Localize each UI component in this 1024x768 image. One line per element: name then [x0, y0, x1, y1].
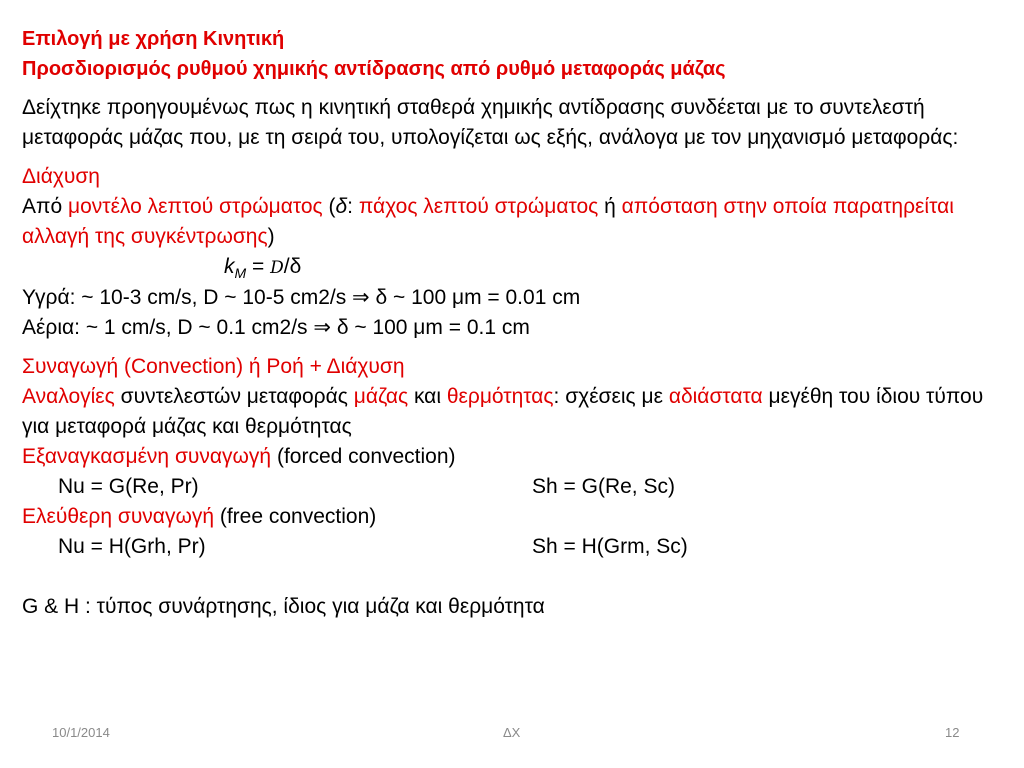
- forced-sh-formula: Sh = G(Re, Sc): [532, 475, 675, 498]
- liquids-values: ~ 10-3 cm/s, D ~ 10-5 cm2/s ⇒ δ ~ 100 μm = 0.01 cm: [81, 286, 581, 309]
- gases-values: ~ 1 cm/s, D ~ 0.1 cm2/s ⇒ δ ~ 100 μm = 0.1 cm: [85, 316, 530, 339]
- forced-convection-line: Εξαναγκασμένη συναγωγή (forced convection): [22, 445, 456, 468]
- free-formulas: [22, 532, 1007, 562]
- note-line: G & H : τύπος συνάρτησης, ίδιος για μάζα και θερμότητα: [22, 595, 545, 618]
- forced-nu-formula: Nu = G(Re, Pr): [58, 475, 199, 498]
- title-line-1: Επιλογή με χρήση Κινητική: [22, 28, 285, 50]
- liquids-line: Υγρά: ~ 10-3 cm/s, D ~ 10-5 cm2/s ⇒ δ ~ 100 μm = 0.01 cm: [22, 286, 581, 309]
- analogies-text: Αναλογίες συντελεστών μεταφοράς μάζας και θερμότητας: σχέσεις με αδιάστατα μεγέθη του ίδιου τύπου για μεταφορά μάζας και θερμότητας: [22, 385, 984, 438]
- gases-line: Αέρια: ~ 1 cm/s, D ~ 0.1 cm2/s ⇒ δ ~ 100 μm = 0.1 cm: [22, 316, 530, 339]
- free-nu-formula: Nu = H(Grh, Pr): [58, 535, 206, 558]
- footer-page-number: 12: [945, 725, 960, 740]
- footer-date: 10/1/2014: [52, 725, 110, 740]
- free-sh-formula: Sh = H(Grm, Sc): [532, 535, 688, 558]
- forced-formulas: [22, 472, 1007, 502]
- title-line-2: Προσδιορισμός ρυθμού χημικής αντίδρασης από ρυθμό μεταφοράς μάζας: [22, 58, 726, 80]
- convection-heading: Συναγωγή (Convection) ή Ροή + Διάχυση: [22, 355, 405, 378]
- intro-paragraph: Δείχτηκε προηγουμένως πως η κινητική σταθερά χημικής αντίδρασης συνδέεται με το συντελεστή μεταφοράς μάζας που, με τη σειρά του, υπολογίζεται ως εξής, ανάλογα με τον μηχανισμό μεταφοράς:: [22, 96, 959, 149]
- km-formula: $k_M = D/\delta$: [224, 255, 302, 282]
- slide-content: [22, 24, 1007, 622]
- diffusion-heading: Διάχυση: [22, 165, 100, 188]
- film-model-text: Από μοντέλο λεπτού στρώματος (δ: πάχος λεπτού στρώματος ή απόσταση στην οποία παρατηρείται αλλαγή της συγκέντρωσης): [22, 195, 954, 248]
- footer-center: ΔΧ: [503, 725, 521, 740]
- free-convection-line: Ελεύθερη συναγωγή (free convection): [22, 505, 377, 528]
